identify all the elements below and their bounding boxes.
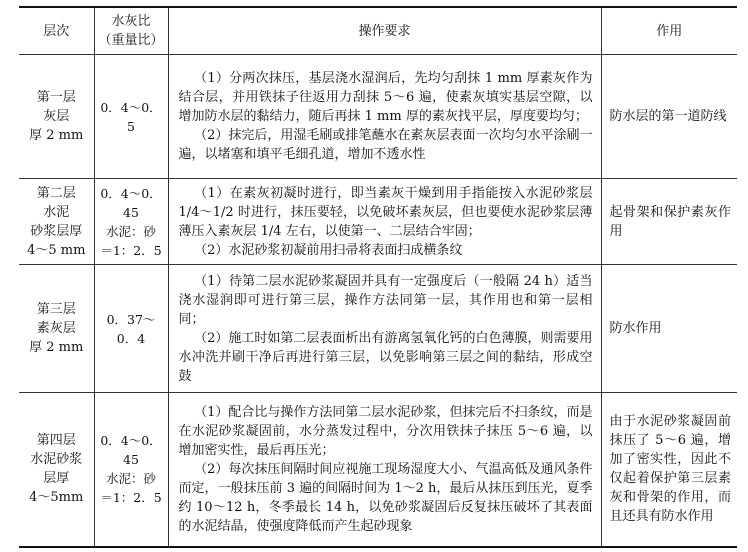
header-ratio-line1: 水灰比 — [111, 14, 151, 29]
requirement-item: （1）配合比与操作方法同第二层水泥砂浆，但抹完后不扫条纹，而是在水泥砂浆凝固前，水分蒸发过程中，分次用铁抹子抹压 5～6 遍，以增加密实性，最后再压光； — [178, 404, 593, 458]
level-line: 第三层 — [36, 302, 76, 317]
function-cell: 防水层的第一道防线 — [601, 55, 737, 179]
level-line: 素灰层 — [36, 321, 76, 336]
level-line: 厚 2 mm — [29, 128, 84, 143]
requirements-cell — [168, 179, 601, 265]
level-line: 水泥砂浆 — [30, 452, 83, 468]
ratio-cell — [94, 265, 168, 393]
function-cell: 由于水泥砂浆凝固前抹压了 5～6 遍，增加了密实性，因此不仅起着保护第三层素灰和骨架的作用，而且还具有防水作用 — [601, 393, 737, 547]
waterproof-layer-table — [19, 6, 737, 548]
requirement-item: （1）待第二层水泥砂浆凝固并具有一定强度后（一般隔 24 h）适当浇水湿润即可进行第三层，操作方法同第一层，其作用也和第一层相同； — [178, 273, 593, 327]
header-requirements: 操作要求 — [168, 7, 601, 55]
table-row-layer-1 — [19, 55, 737, 179]
requirement-item: （2）施工时如第二层表面析出有游离氢氧化钙的白色薄膜，则需要用水冲洗并刷干净后再进行第三层，以免影响第三层之间的黏结，形成空鼓 — [178, 330, 593, 384]
header-row — [19, 7, 737, 55]
table-row-layer-3 — [19, 265, 737, 393]
level-cell — [19, 265, 94, 393]
requirements-cell — [168, 393, 601, 547]
requirement-item: （1）分两次抹压，基层浇水湿润后，先均匀刮抹 1 mm 厚素灰作为结合层，并用铁抹子往返用力刮抹 5～6 遍，使素灰填实基层空隙，以增加防水层的黏结力，随后再抹 1 mm 厚的素灰找平层，厚度要均匀； — [178, 71, 593, 124]
header-function: 作用 — [601, 7, 737, 55]
level-line: 层厚 — [43, 471, 70, 487]
requirement-item: （2）每次抹压间隔时间应视施工现场湿度大小、气温高低及通风条件而定，一般抹压前 3 遍的间隔时间为 1～2 h，最后从抹压到压光，夏季约 10～12 h，冬季最长 14 h，以免砂浆凝固后反复抹压破坏了其表面的水泥结晶，使强度降低而产生起砂现象 — [178, 461, 593, 534]
level-line: 砂浆层厚 — [30, 223, 83, 239]
level-line: 第四层 — [36, 433, 76, 449]
level-line: 灰层 — [43, 109, 70, 124]
requirement-item: （1）在素灰初凝时进行，即当素灰干燥到用手指能按入水泥砂浆层 1/4～1/2 时进行，抹压要轻，以免破坏素灰层，但也要使水泥砂浆层薄薄压入素灰层 1/4 左右，以使第一、二层结合牢固； — [178, 185, 593, 239]
level-line: 4～5 mm — [27, 242, 86, 258]
level-cell — [19, 55, 94, 179]
ratio-line: 水泥：砂 — [105, 223, 156, 239]
ratio-cell — [94, 55, 168, 179]
header-level: 层次 — [19, 7, 94, 55]
level-line: 4～5mm — [29, 490, 84, 506]
level-line: 水泥 — [43, 204, 70, 220]
level-line: 第一层 — [36, 90, 76, 105]
ratio-line: ＝1：2．5 — [100, 242, 162, 258]
requirement-item: （2）抹完后，用湿毛刷或排笔蘸水在素灰层表面一次均匀水平涂刷一遍，以堵塞和填平毛细孔道，增加不透水性 — [178, 128, 593, 162]
table-row-layer-4 — [19, 393, 737, 547]
header-ratio — [94, 7, 168, 55]
ratio-cell — [94, 179, 168, 265]
level-cell — [19, 393, 94, 547]
requirement-item: （2）水泥砂浆初凝前用扫帚将表面扫成横条纹 — [194, 242, 463, 258]
requirements-cell — [168, 55, 601, 179]
level-line: 第二层 — [36, 185, 76, 201]
ratio-line: 0．4～0．45 — [100, 433, 162, 468]
ratio-line: 0．37～0．4 — [106, 311, 156, 346]
ratio-line: 0．4～0．5 — [100, 99, 162, 134]
function-cell: 起骨架和保护素灰作用 — [601, 179, 737, 265]
header-ratio-line2: （重量比） — [98, 33, 164, 48]
function-cell: 防水作用 — [601, 265, 737, 393]
level-cell — [19, 179, 94, 265]
requirements-cell — [168, 265, 601, 393]
ratio-line: 0．4～0．45 — [100, 185, 162, 220]
table-row-layer-2 — [19, 179, 737, 265]
ratio-line: 水泥：砂 — [105, 471, 156, 487]
ratio-cell — [94, 393, 168, 547]
ratio-line: ＝1：2．5 — [100, 490, 162, 506]
level-line: 厚 2 mm — [29, 340, 84, 355]
